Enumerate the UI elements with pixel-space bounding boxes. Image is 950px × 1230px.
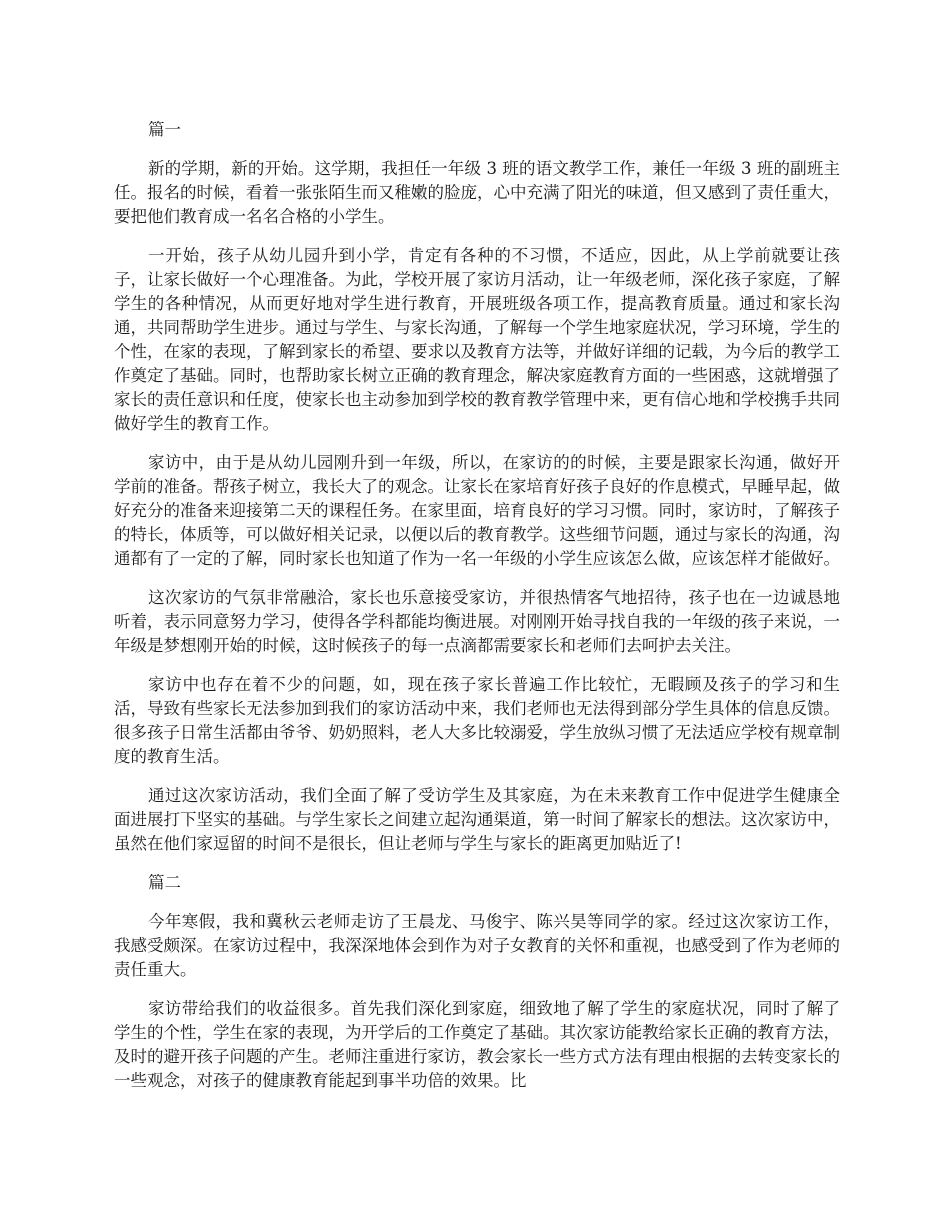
paragraph: 家访中，由于是从幼儿园刚升到一年级，所以，在家访的的时候，主要是跟家长沟通，做好开学前的准备。帮孩子树立，我长大了的观念。让家长在家培育好孩子良好的作息模式，早睡早起，做好充分的准备来迎接第二天的课程任务。在家里面，培育良好的学习习惯。同时，家访时，了解孩子的特长，体质等，可以做好相关记录，以便以后的教育教学。这些细节问题，通过与家长的沟通，沟通都有了一定的了解，同时家长也知道了作为一名一年级的小学生应该怎么做，应该怎样才能做好。 [114, 453, 840, 568]
paragraph: 这次家访的气氛非常融洽，家长也乐意接受家访，并很热情客气地招待，孩子也在一边诚恳地听着，表示同意努力学习，使得各学科都能均衡进展。对刚刚开始寻找自我的一年级的孩子来说，一年级是梦想刚开始的时候，这时候孩子的每一点滴都需要家长和老师们去呵护去关注。 [114, 588, 840, 655]
document-body [114, 118, 840, 1108]
paragraph: 家访带给我们的收益很多。首先我们深化到家庭，细致地了解了学生的家庭状况，同时了解了学生的个性，学生在家的表现，为开学后的工作奠定了基础。其次家访能教给家长正确的教育方法，及时的避开孩子问题的产生。老师注重进行家访，教会家长一些方式方法有理由根据的去转变家长的一些观念，对孩子的健康教育能起到事半功倍的效果。比 [114, 999, 840, 1090]
paragraph: 通过这次家访活动，我们全面了解了受访学生及其家庭，为在未来教育工作中促进学生健康全面进展打下坚实的基础。与学生家长之间建立起沟通渠道，第一时间了解家长的想法。这次家访中，虽然在他们家逗留的时间不是很长，但让老师与学生与家长的距离更加贴近了! [114, 786, 840, 853]
section-title-1: 篇一 [148, 120, 181, 139]
paragraph: 家访中也存在着不少的问题，如，现在孩子家长普遍工作比较忙，无暇顾及孩子的学习和生活，导致有些家长无法参加到我们的家访活动中来，我们老师也无法得到部分学生具体的信息反馈。很多孩子日常生活都由爷爷、奶奶照料，老人大多比较溺爱，学生放纵习惯了无法适应学校有规章制度的教育生活。 [114, 675, 840, 766]
paragraph: 一开始，孩子从幼儿园升到小学，肯定有各种的不习惯，不适应，因此，从上学前就要让孩子，让家长做好一个心理准备。为此，学校开展了家访月活动，让一年级老师，深化孩子家庭，了解学生的各种情况，从而更好地对学生进行教育，开展班级各项工作，提高教育质量。通过和家长沟通，共同帮助学生进步。通过与学生、与家长沟通，了解每一个学生地家庭状况，学习环境，学生的个性，在家的表现，了解到家长的希望、要求以及教育方法等，并做好详细的记载，为今后的教学工作奠定了基础。同时，也帮助家长树立正确的教育理念，解决家庭教育方面的一些困惑，这就增强了家长的责任意识和任度，使家长也主动参加到学校的教育教学管理中来，更有信心地和学校携手共同做好学生的教育工作。 [114, 246, 840, 433]
paragraph: 今年寒假，我和冀秋云老师走访了王晨龙、马俊宇、陈兴昊等同学的家。经过这次家访工作，我感受颇深。在家访过程中，我深深地体会到作为对子女教育的关怀和重视，也感受到了作为老师的责任重大。 [114, 912, 840, 979]
paragraph: 新的学期，新的开始。这学期，我担任一年级 3 班的语文教学工作，兼任一年级 3 班的副班主任。报名的时候，看着一张张陌生而又稚嫩的脸庞，心中充满了阳光的味道，但又感到了责任重大，要把他们教育成一名名合格的小学生。 [114, 159, 840, 226]
section-title-2: 篇二 [148, 873, 181, 892]
